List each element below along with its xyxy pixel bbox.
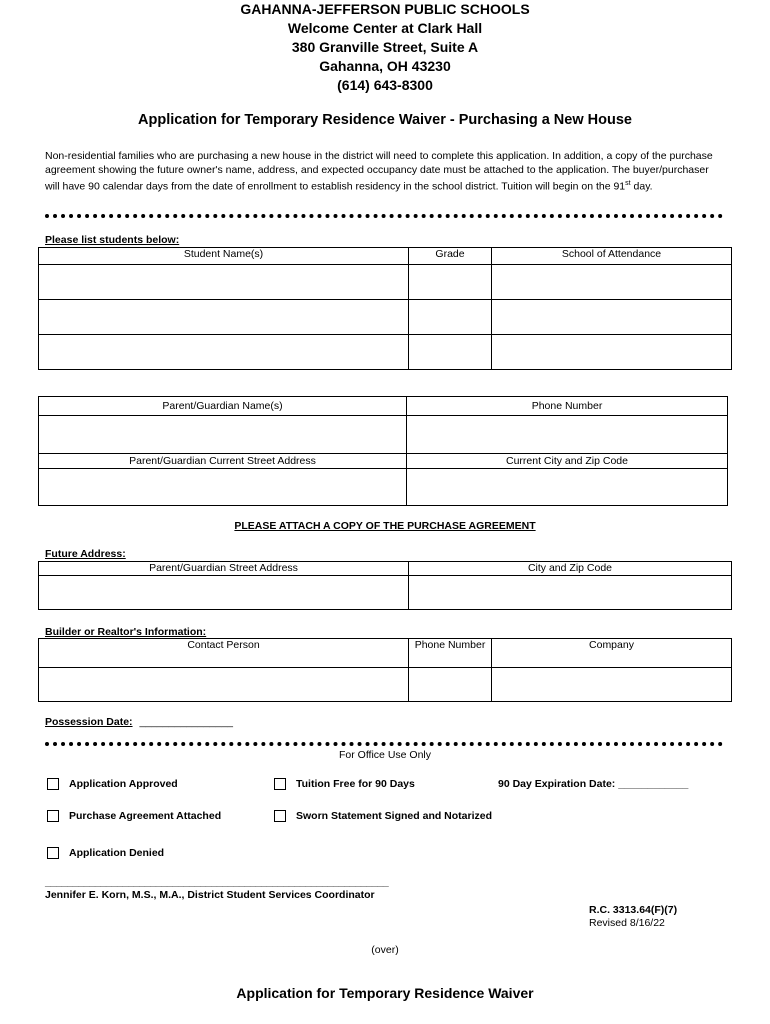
col-grade: Grade — [409, 248, 492, 265]
company-field[interactable] — [492, 668, 732, 702]
parent-address-field[interactable] — [39, 469, 407, 506]
students-table — [38, 247, 732, 370]
sworn-checkbox[interactable] — [274, 810, 492, 822]
builder-phone-field[interactable] — [409, 668, 492, 702]
sworn-label: Sworn Statement Signed and Notarized — [296, 810, 493, 822]
students-label: Please list students below: — [45, 234, 180, 246]
welcome-center: Welcome Center at Clark Hall — [287, 20, 483, 36]
col-school: School of Attendance — [492, 248, 732, 265]
col-contact-person: Contact Person — [39, 639, 409, 668]
parent-name-field[interactable] — [39, 416, 407, 454]
grade-field[interactable] — [409, 265, 492, 300]
col-parent-city: Current City and Zip Code — [407, 454, 728, 469]
dotted-divider — [45, 214, 723, 218]
col-future-address: Parent/Guardian Street Address — [39, 562, 409, 576]
school-field[interactable] — [492, 300, 732, 335]
future-address-label: Future Address: — [45, 548, 126, 560]
district-name: GAHANNA-JEFFERSON PUBLIC SCHOOLS — [240, 1, 530, 17]
purchase-attached-label: Purchase Agreement Attached — [69, 810, 222, 822]
intro-text: Non-residential families who are purchasing a new house in the district will need to complete this application. In addition, a copy of the purchase agreement showing the future owner's name, address, and expected occupancy date must be attached to the application. The buyer/purchaser will have 90 calendar days from the date of enrollment to establish residency in the school district. Tuition will begin on the 91 — [45, 150, 713, 193]
col-parent-address: Parent/Guardian Current Street Address — [39, 454, 407, 469]
checkbox-icon[interactable] — [47, 810, 59, 822]
attach-notice: PLEASE ATTACH A COPY OF THE PURCHASE AGREEMENT — [234, 520, 536, 532]
denied-label: Application Denied — [69, 847, 165, 859]
col-company: Company — [492, 639, 732, 668]
checkbox-icon[interactable] — [274, 778, 286, 790]
possession-date — [45, 716, 233, 728]
purchase-attached-checkbox[interactable] — [47, 810, 221, 822]
office-use-title: For Office Use Only — [339, 749, 431, 761]
page-title: Application for Temporary Residence Waiver - Purchasing a New House — [138, 112, 632, 128]
future-city-field[interactable] — [409, 576, 732, 610]
denied-checkbox[interactable] — [47, 847, 164, 859]
intro-paragraph — [45, 149, 725, 194]
signature-line[interactable]: ______________________________________________________________ — [45, 876, 389, 888]
approved-checkbox[interactable] — [47, 778, 178, 790]
intro-sup: st — [625, 180, 631, 187]
coordinator-name: Jennifer E. Korn, M.S., M.A., District Student Services Coordinator — [45, 889, 375, 901]
over-note: (over) — [371, 944, 399, 956]
builder-label: Builder or Realtor's Information: — [45, 626, 207, 638]
checkbox-icon[interactable] — [274, 810, 286, 822]
tuition-free-checkbox[interactable] — [274, 778, 415, 790]
dotted-divider-office — [45, 742, 723, 746]
student-name-field[interactable] — [39, 335, 409, 370]
parent-table — [38, 396, 728, 506]
student-name-field[interactable] — [39, 300, 409, 335]
expiration-date — [498, 778, 688, 790]
bottom-title: Application for Temporary Residence Waiver — [236, 985, 534, 1001]
col-parent-phone: Phone Number — [407, 397, 728, 416]
tuition-free-label: Tuition Free for 90 Days — [296, 778, 415, 790]
student-name-field[interactable] — [39, 265, 409, 300]
contact-person-field[interactable] — [39, 668, 409, 702]
checkbox-icon[interactable] — [47, 778, 59, 790]
school-field[interactable] — [492, 265, 732, 300]
street-address: 380 Granville Street, Suite A — [291, 39, 479, 55]
revised-date: Revised 8/16/22 — [589, 917, 665, 929]
builder-table — [38, 638, 732, 702]
col-builder-phone: Phone Number — [409, 639, 492, 668]
grade-field[interactable] — [409, 300, 492, 335]
parent-phone-field[interactable] — [407, 416, 728, 454]
possession-label: Possession Date: — [45, 716, 133, 728]
school-field[interactable] — [492, 335, 732, 370]
approved-label: Application Approved — [69, 778, 178, 790]
col-student-name: Student Name(s) — [39, 248, 409, 265]
col-future-city: City and Zip Code — [409, 562, 732, 576]
rc-code: R.C. 3313.64(F)(7) — [589, 904, 678, 916]
col-parent-name: Parent/Guardian Name(s) — [39, 397, 407, 416]
grade-field[interactable] — [409, 335, 492, 370]
checkbox-icon[interactable] — [47, 847, 59, 859]
expiration-label: 90 Day Expiration Date: ____________ — [498, 778, 689, 790]
future-address-field[interactable] — [39, 576, 409, 610]
intro-text-end: day. — [630, 180, 653, 193]
phone-number: (614) 643-8300 — [337, 77, 433, 93]
possession-field[interactable]: ________________ — [139, 716, 233, 728]
city-state-zip: Gahanna, OH 43230 — [319, 58, 451, 74]
parent-city-field[interactable] — [407, 469, 728, 506]
future-address-table — [38, 561, 732, 610]
